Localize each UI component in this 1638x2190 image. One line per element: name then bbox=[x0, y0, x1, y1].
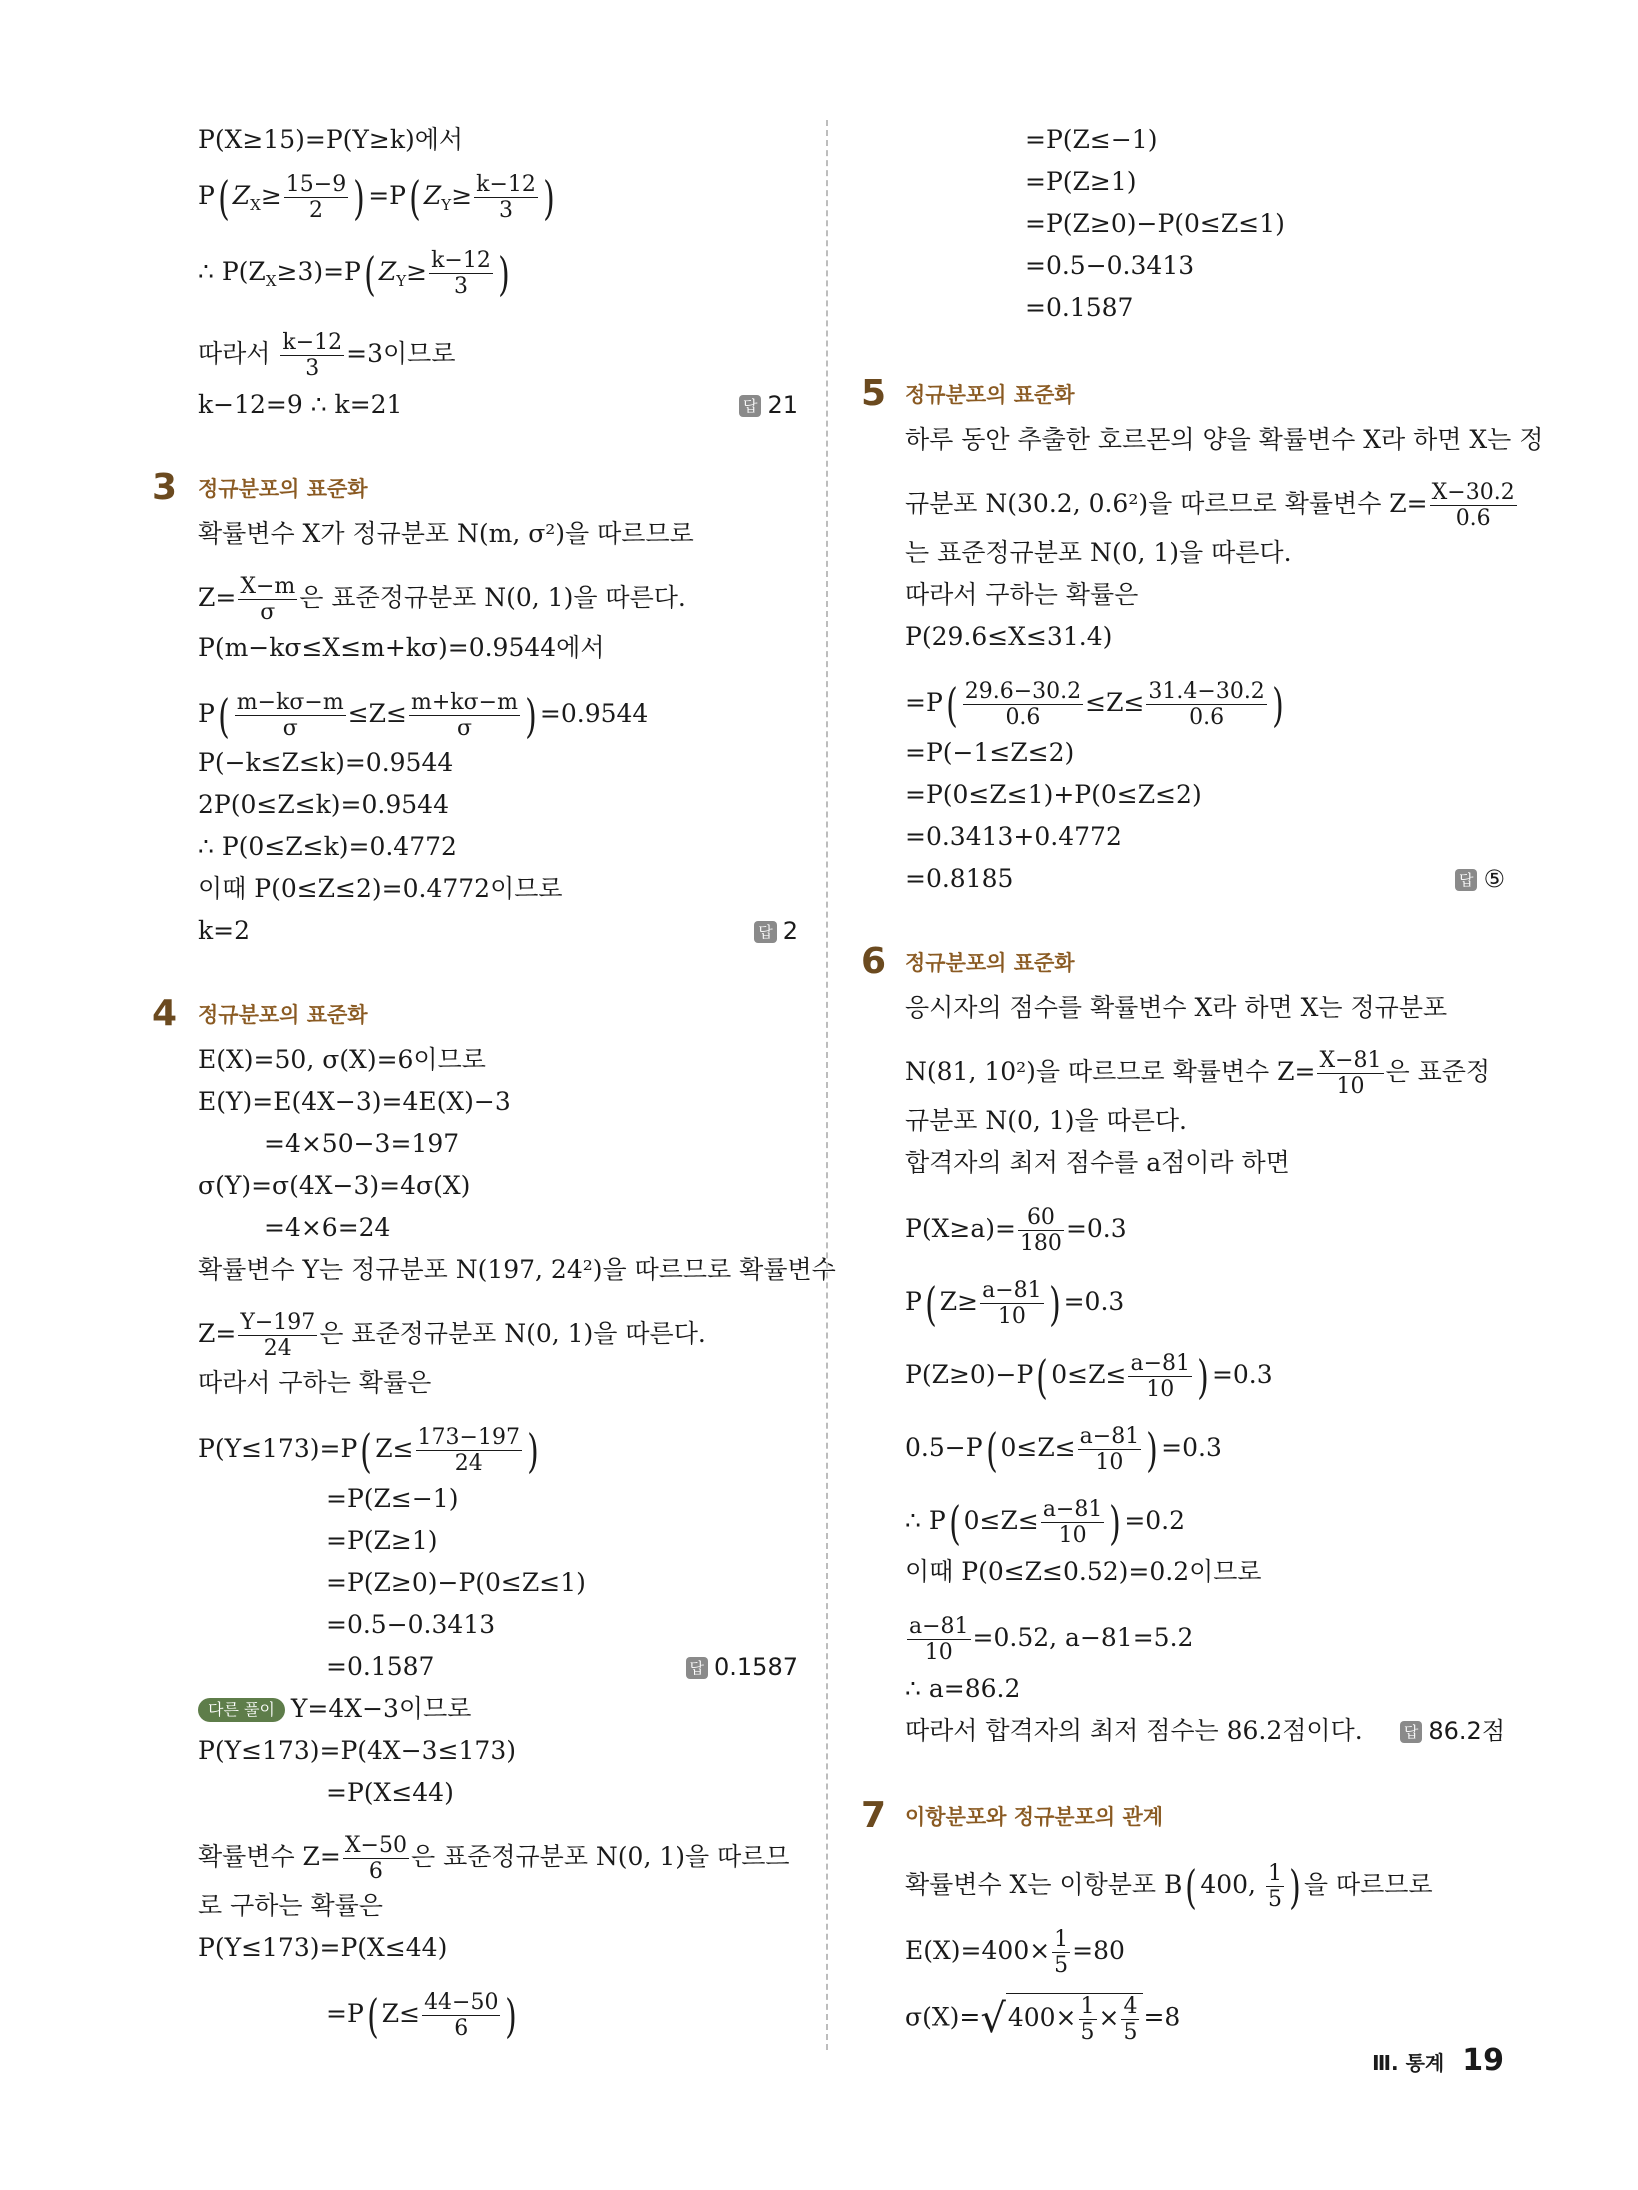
fraction bbox=[1018, 1205, 1064, 1256]
denominator: 24 bbox=[454, 1451, 483, 1476]
equation-line bbox=[905, 1278, 1124, 1329]
numerator: 60 bbox=[1018, 1205, 1064, 1231]
equation-line bbox=[905, 1927, 1125, 1978]
section-title: 정규분포의 표준화 bbox=[198, 477, 368, 501]
text-line: =4×6=24 bbox=[264, 1213, 391, 1242]
text: × bbox=[1098, 2003, 1120, 2032]
numerator: 29.6−30.2 bbox=[964, 679, 1082, 704]
text-line: 합격자의 최저 점수를 a점이라 하면 bbox=[905, 1148, 1290, 1177]
answer-value: ⑤ bbox=[1483, 865, 1505, 893]
denominator: 5 bbox=[1123, 2020, 1138, 2045]
equation-line bbox=[905, 679, 1287, 730]
text: =0.52, a−81=5.2 bbox=[972, 1623, 1194, 1652]
answer-value: 0.1587 bbox=[714, 1653, 798, 1681]
text: =80 bbox=[1072, 1936, 1125, 1965]
text-line: =0.5−0.3413 bbox=[1025, 251, 1195, 280]
denominator: 2 bbox=[309, 198, 324, 223]
text: =0.3 bbox=[1063, 1287, 1125, 1316]
fraction bbox=[1317, 1048, 1383, 1099]
text: 은 표준정규분포 N(0, 1)을 따르므 bbox=[410, 1842, 790, 1871]
answer bbox=[754, 916, 798, 946]
equation-line: P( $\frac{m-k\sigma-m}{\sigma}$ ≤Z≤ $\frac{m+k\sigma-m}{\sigma}$ ) =0.9544 bbox=[198, 688, 649, 743]
equation-line bbox=[905, 480, 1519, 531]
text: P(X≥a)= bbox=[905, 1214, 1016, 1243]
text-line: 는 표준정규분포 N(0, 1)을 따른다. bbox=[905, 538, 1292, 567]
text: σ(X)= bbox=[905, 2002, 981, 2032]
text-line: σ(Y)=σ(4X−3)=4σ(X) bbox=[198, 1171, 471, 1200]
section-number: 5 bbox=[861, 373, 887, 414]
equation-line bbox=[198, 1694, 471, 1724]
text-line: ∴ P(0≤Z≤k)=0.4772 bbox=[198, 832, 457, 861]
denominator: 10 bbox=[1336, 1074, 1365, 1099]
text-line: =4×50−3=197 bbox=[264, 1129, 460, 1158]
answer bbox=[1400, 1716, 1505, 1746]
fraction bbox=[1052, 1927, 1070, 1978]
answer-value: 2 bbox=[782, 917, 798, 945]
denominator: 3 bbox=[305, 356, 320, 381]
paren: ( bbox=[948, 1495, 961, 1550]
paren: ) bbox=[1109, 1495, 1122, 1550]
paren: ( bbox=[366, 1988, 379, 2043]
text: 0.5−P bbox=[905, 1433, 983, 1462]
denominator: 0.6 bbox=[1189, 705, 1225, 730]
text-line: 확률변수 X가 정규분포 N(m, σ²)을 따르므로 bbox=[198, 519, 694, 548]
equation-line bbox=[905, 1497, 1185, 1548]
fraction bbox=[980, 1278, 1044, 1329]
answer bbox=[1455, 864, 1505, 894]
denominator: 10 bbox=[1058, 1523, 1087, 1548]
fraction bbox=[1128, 1351, 1192, 1402]
section-number: 4 bbox=[152, 993, 178, 1034]
answer-tag: 답 bbox=[739, 395, 762, 417]
equation-line bbox=[198, 1833, 790, 1884]
section-number: 3 bbox=[152, 467, 178, 508]
text: 확률변수 Z= bbox=[198, 1842, 341, 1871]
text: 0≤Z≤ bbox=[1051, 1360, 1127, 1389]
text: ∴ P(Z bbox=[198, 257, 266, 286]
paren: ( bbox=[1036, 1349, 1049, 1404]
numerator: a−81 bbox=[909, 1614, 969, 1639]
text: =0.3 bbox=[1161, 1433, 1222, 1462]
paren: ) bbox=[497, 246, 510, 301]
text-line: k−12=9 ∴ k=21 bbox=[198, 390, 403, 419]
text: 은 표준정규분포 N(0, 1)을 따른다. bbox=[319, 1319, 706, 1348]
text-line: 로 구하는 확률은 bbox=[198, 1891, 383, 1920]
numerator: 1 bbox=[1267, 1861, 1282, 1886]
text-line: 확률변수 Y는 정규분포 N(197, 24²)을 따르므로 확률변수 bbox=[198, 1255, 836, 1284]
text: ≤Z≤ bbox=[1085, 688, 1145, 717]
text: 0≤Z≤ bbox=[963, 1506, 1039, 1535]
paren: ( bbox=[217, 170, 230, 225]
equation-line bbox=[326, 1990, 520, 2041]
text: P(Z≥0)−P bbox=[905, 1360, 1034, 1389]
sub: X bbox=[250, 196, 261, 214]
text-line: 2P(0≤Z≤k)=0.9544 bbox=[198, 790, 449, 819]
text: =0.3 bbox=[1065, 1214, 1127, 1243]
equation-line bbox=[198, 330, 455, 381]
paren: ) bbox=[1048, 1276, 1061, 1331]
equation-line bbox=[198, 1425, 542, 1476]
text-line: E(Y)=E(4X−3)=4E(X)−3 bbox=[198, 1087, 511, 1116]
text-line: 하루 동안 추출한 호르몬의 양을 확률변수 X라 하면 X는 정 bbox=[905, 425, 1544, 454]
denominator: 10 bbox=[924, 1640, 953, 1665]
paren: ( bbox=[945, 677, 958, 732]
text: =0.3 bbox=[1211, 1360, 1273, 1389]
text-line: 이때 P(0≤Z≤0.52)=0.2이므로 bbox=[905, 1557, 1262, 1586]
page-number: 19 bbox=[1462, 2043, 1504, 2078]
sqrt-sign: √ bbox=[980, 1996, 1006, 2042]
paren: ) bbox=[525, 688, 537, 743]
section-title: 정규분포의 표준화 bbox=[198, 1003, 368, 1027]
denominator: 24 bbox=[263, 1336, 292, 1361]
text-line: 응시자의 점수를 확률변수 X라 하면 X는 정규분포 bbox=[905, 993, 1448, 1022]
text: ∴ P bbox=[905, 1506, 946, 1535]
text: Z≤ bbox=[381, 1999, 421, 2028]
section-number: 6 bbox=[861, 941, 887, 982]
denominator: 10 bbox=[1146, 1377, 1175, 1402]
text: 따라서 bbox=[198, 339, 271, 368]
text-line: P(m−kσ≤X≤m+kσ)=0.9544에서 bbox=[198, 633, 605, 662]
fraction bbox=[1430, 480, 1517, 531]
equation-line bbox=[905, 1205, 1127, 1256]
text: 0≤Z≤ bbox=[1000, 1433, 1076, 1462]
denominator: 0.6 bbox=[1005, 705, 1041, 730]
text: =P bbox=[326, 1999, 364, 2028]
section-number: 7 bbox=[861, 1795, 887, 1836]
numerator: 1 bbox=[1080, 1994, 1095, 2019]
equation-line bbox=[198, 574, 686, 625]
paren: ) bbox=[353, 170, 366, 225]
numerator: a−81 bbox=[1130, 1351, 1190, 1376]
sub: Y bbox=[396, 272, 407, 290]
paren: ) bbox=[1197, 1349, 1209, 1404]
text: N(81, 10²)을 따르므로 확률변수 Z= bbox=[905, 1057, 1316, 1086]
numerator: k−12 bbox=[282, 330, 343, 355]
numerator: X−30.2 bbox=[1431, 480, 1515, 505]
text-line: k=2 bbox=[198, 916, 251, 945]
fraction bbox=[963, 679, 1083, 730]
text: =8 bbox=[1143, 2002, 1181, 2032]
text-line: P(Y≤173)=P(X≤44) bbox=[198, 1933, 448, 1962]
text: 은 표준정규분포 N(0, 1)을 따른다. bbox=[299, 583, 686, 612]
section-title: 정규분포의 표준화 bbox=[905, 383, 1075, 407]
text-line: =P(Z≤−1) bbox=[326, 1484, 459, 1513]
denominator: 5 bbox=[1080, 2020, 1095, 2045]
text: =0.2 bbox=[1124, 1506, 1186, 1535]
paren: ( bbox=[924, 1276, 937, 1331]
text-line: E(X)=50, σ(X)=6이므로 bbox=[198, 1045, 486, 1074]
denominator: 6 bbox=[368, 1859, 383, 1884]
paren: ( bbox=[364, 246, 376, 301]
fraction bbox=[343, 1833, 409, 1884]
equation-line bbox=[905, 1993, 1180, 2045]
text: P(Y≤173)=P bbox=[198, 1434, 358, 1463]
fraction bbox=[235, 690, 346, 741]
answer bbox=[686, 1652, 798, 1682]
fraction bbox=[1146, 679, 1266, 730]
denominator: 10 bbox=[1095, 1450, 1124, 1475]
text-line: =0.1587 bbox=[326, 1652, 435, 1681]
text-line: 이때 P(0≤Z≤2)=0.4772이므로 bbox=[198, 874, 563, 903]
equation-line bbox=[905, 1614, 1193, 1665]
fraction bbox=[1266, 1861, 1284, 1912]
answer bbox=[739, 390, 798, 420]
equation-line: P( $Z_X\ge$ $\frac{15-9}{2}$ ) =P( $Z_Y\ge$ $\frac{k-12}{3}$ ) bbox=[198, 170, 555, 225]
answer-tag: 답 bbox=[1400, 1721, 1423, 1743]
equation-line bbox=[905, 1424, 1222, 1475]
text-line: 규분포 N(0, 1)을 따른다. bbox=[905, 1106, 1187, 1135]
text: E(X)=400× bbox=[905, 1936, 1051, 1965]
fraction bbox=[416, 1425, 522, 1476]
page-footer bbox=[1372, 2043, 1504, 2078]
equation-line bbox=[905, 1048, 1490, 1099]
numerator: a−81 bbox=[982, 1278, 1042, 1303]
text: 확률변수 X는 이항분포 B bbox=[905, 1870, 1183, 1899]
fraction bbox=[429, 248, 493, 299]
paren: ( bbox=[985, 1422, 998, 1477]
paren: ) bbox=[1146, 1422, 1159, 1477]
numerator: a−81 bbox=[1042, 1497, 1103, 1522]
numerator: Y−197 bbox=[240, 1310, 316, 1335]
text-line: 따라서 구하는 확률은 bbox=[198, 1368, 432, 1397]
denominator: σ bbox=[260, 600, 276, 625]
text-line: P(29.6≤X≤31.4) bbox=[905, 622, 1113, 651]
numerator: X−m bbox=[240, 574, 296, 599]
column-divider bbox=[826, 120, 828, 2050]
text-line: ∴ a=86.2 bbox=[905, 1674, 1021, 1703]
denominator: 10 bbox=[997, 1304, 1026, 1329]
numerator: k−12 bbox=[431, 248, 491, 273]
numerator: m−kσ−m bbox=[236, 690, 344, 715]
text-line: =P(0≤Z≤1)+P(0≤Z≤2) bbox=[905, 780, 1202, 809]
answer-tag: 답 bbox=[1455, 869, 1478, 891]
paren: ) bbox=[543, 170, 555, 225]
answer-tag: 답 bbox=[686, 1657, 709, 1679]
sqrt-body bbox=[1006, 1993, 1144, 2045]
answer-value: 21 bbox=[767, 391, 798, 419]
denominator: 3 bbox=[499, 198, 514, 223]
paren: ( bbox=[217, 688, 230, 743]
numerator: 173−197 bbox=[417, 1425, 520, 1450]
denominator: 5 bbox=[1054, 1953, 1069, 1978]
denominator: σ bbox=[456, 716, 472, 741]
text: =P bbox=[905, 688, 943, 717]
text: Z= bbox=[198, 1319, 237, 1348]
numerator: 44−50 bbox=[424, 1990, 499, 2015]
numerator: 31.4−30.2 bbox=[1148, 679, 1265, 704]
text-line: =P(Z≤−1) bbox=[1025, 125, 1158, 154]
section-title: 정규분포의 표준화 bbox=[905, 951, 1075, 975]
text: 400× bbox=[1007, 2003, 1077, 2032]
alt-solution-badge: 다른 풀이 bbox=[198, 1698, 285, 1722]
paren: ( bbox=[1185, 1859, 1198, 1914]
text: P bbox=[905, 1287, 922, 1316]
text-line: P(Y≤173)=P(4X−3≤173) bbox=[198, 1736, 516, 1765]
text: Z≥ bbox=[939, 1287, 979, 1316]
text: ≤Z≤ bbox=[347, 699, 407, 728]
denominator: σ bbox=[282, 716, 298, 741]
text: =3이므로 bbox=[346, 339, 456, 368]
equation-line bbox=[905, 1351, 1273, 1402]
text: 은 표준정 bbox=[1385, 1057, 1491, 1086]
numerator: a−81 bbox=[1079, 1424, 1140, 1449]
fraction bbox=[238, 574, 297, 625]
section-title: 이항분포와 정규분포의 관계 bbox=[905, 1805, 1164, 1829]
paren: ) bbox=[527, 1423, 539, 1478]
numerator: 4 bbox=[1123, 1994, 1138, 2019]
fraction bbox=[1079, 1994, 1097, 2045]
denominator: 5 bbox=[1267, 1887, 1282, 1912]
text: Y=4X−3이므로 bbox=[290, 1694, 472, 1723]
text-line: =P(−1≤Z≤2) bbox=[905, 738, 1075, 767]
denominator: 3 bbox=[453, 274, 468, 299]
text-line: =0.5−0.3413 bbox=[326, 1610, 496, 1639]
fraction bbox=[474, 172, 538, 223]
var: Z bbox=[378, 257, 397, 286]
text: Z≤ bbox=[375, 1434, 414, 1463]
text-line: P(−k≤Z≤k)=0.9544 bbox=[198, 748, 454, 777]
paren: ) bbox=[1271, 677, 1284, 732]
text: 을 따르므로 bbox=[1303, 1870, 1433, 1899]
sub: X bbox=[265, 272, 277, 290]
fraction bbox=[280, 330, 344, 381]
sub: Y bbox=[441, 196, 452, 214]
text-line: =0.1587 bbox=[1025, 293, 1134, 322]
chapter-label: Ⅲ. 통계 bbox=[1372, 2051, 1445, 2075]
text: ≥3)=P bbox=[276, 257, 361, 286]
text-line: =P(X≤44) bbox=[326, 1778, 454, 1807]
paren: ( bbox=[409, 170, 421, 225]
fraction bbox=[409, 690, 520, 741]
numerator: 1 bbox=[1054, 1927, 1069, 1952]
fraction bbox=[1078, 1424, 1142, 1475]
fraction bbox=[422, 1990, 500, 2041]
denominator: 180 bbox=[1019, 1231, 1062, 1256]
numerator: X−50 bbox=[344, 1833, 407, 1858]
denominator: 6 bbox=[454, 2016, 469, 2041]
numerator: 15−9 bbox=[285, 172, 347, 197]
fraction bbox=[1121, 1994, 1139, 2045]
equation-line bbox=[198, 1310, 706, 1361]
answer-value: 86.2점 bbox=[1428, 1717, 1505, 1745]
text-line: =P(Z≥1) bbox=[1025, 167, 1137, 196]
text-line: =P(Z≥0)−P(0≤Z≤1) bbox=[1025, 209, 1285, 238]
text: P bbox=[198, 181, 215, 210]
paren: ) bbox=[505, 1988, 518, 2043]
denominator: 0.6 bbox=[1455, 506, 1491, 531]
text-line: =P(Z≥0)−P(0≤Z≤1) bbox=[326, 1568, 586, 1597]
numerator: k−12 bbox=[476, 172, 536, 197]
text: 규분포 N(30.2, 0.6²)을 따르므로 확률변수 Z= bbox=[905, 489, 1428, 518]
fraction bbox=[238, 1310, 317, 1361]
text-line: =0.3413+0.4772 bbox=[905, 822, 1122, 851]
fraction bbox=[284, 172, 348, 223]
text-line: =P(Z≥1) bbox=[326, 1526, 438, 1555]
fraction bbox=[907, 1614, 971, 1665]
paren: ) bbox=[1289, 1859, 1301, 1914]
fraction bbox=[1041, 1497, 1105, 1548]
text-line: =0.8185 bbox=[905, 864, 1014, 893]
numerator: m+kσ−m bbox=[411, 690, 518, 715]
equation-line: ∴ $P(Z_X\ge 3)=P$( $Z_Y\ge$ $\frac{k-12}{3}$ ) bbox=[198, 246, 510, 301]
numerator: X−81 bbox=[1319, 1048, 1382, 1073]
text-line: P(X≥15)=P(Y≥k)에서 bbox=[198, 125, 464, 154]
text-line: 따라서 구하는 확률은 bbox=[905, 580, 1139, 609]
var: Z bbox=[423, 181, 442, 210]
equation-line bbox=[905, 1861, 1433, 1912]
text: 400, bbox=[1200, 1870, 1264, 1899]
text: =0.9544 bbox=[539, 699, 649, 728]
paren: ( bbox=[360, 1423, 373, 1478]
answer-tag: 답 bbox=[754, 921, 777, 943]
text: =P bbox=[368, 181, 406, 210]
var: Z bbox=[232, 181, 251, 210]
text: Z= bbox=[198, 583, 237, 612]
text-line: 따라서 합격자의 최저 점수는 86.2점이다. bbox=[905, 1716, 1363, 1745]
